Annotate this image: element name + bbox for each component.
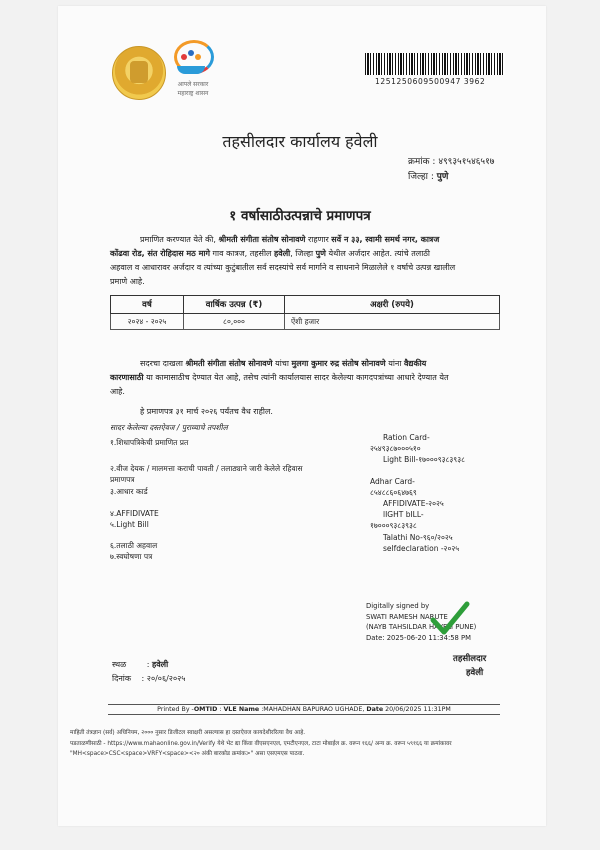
ref-number <box>408 154 494 167</box>
doc-detail: Light Bill-१७०००९३८३९३८ <box>383 455 466 464</box>
legal-note <box>70 728 540 760</box>
doc-detail: ८५४८८६०६४७६९ <box>370 488 417 497</box>
barcode <box>365 53 505 75</box>
print-date-value: 20/06/2025 11:31PM <box>385 706 451 713</box>
ref-number-value: ४९९३५१५४६५१७ <box>438 157 495 167</box>
district: पुणे <box>315 249 326 258</box>
doc-detail: lIGHT bILL- <box>383 510 424 519</box>
issuer-title: तहसीलदार <box>453 654 487 664</box>
ref-district-label: जिल्हा : <box>408 172 434 182</box>
doc-item: १.शिधापत्रिकेची प्रमाणित प्रत <box>110 438 189 447</box>
documents-heading: सादर केलेल्या दस्तऐवज / पुराव्याचे तपशील <box>110 423 228 432</box>
date-label: दिनांक <box>112 674 131 683</box>
printed-by-label: Printed By - <box>157 706 194 713</box>
table-header-row <box>111 296 500 314</box>
intro-text: , जिल्हा <box>290 249 314 258</box>
purpose-reason: कारणासाठी <box>110 373 144 382</box>
ref-number-label: क्रमांक : <box>408 157 436 167</box>
cell-year: २०२४ - २०२५ <box>111 314 184 330</box>
doc-item: प्रमाणपत्र <box>110 475 135 484</box>
doc-detail: १७०००९३८३९३८ <box>370 521 417 530</box>
office-title: तहसीलदार कार्यालय हवेली <box>222 132 378 151</box>
cell-income: ८०,००० <box>184 314 285 330</box>
purpose-line2 <box>110 371 500 385</box>
doc-detail: AFFIDIVATE-२०२५ <box>383 499 444 508</box>
maharashtra-seal-icon <box>112 46 166 100</box>
sig-line3: (NAYB TAHSILDAR HAVELI PUNE) <box>366 623 477 631</box>
barcode-number: 1251250609500947 3962 <box>375 77 486 86</box>
sig-line4: Date: 2025-06-20 11:34:58 PM <box>366 633 472 642</box>
intro-text: राहणार <box>308 235 329 244</box>
col-year: वर्ष <box>111 296 184 314</box>
purpose-word: वैद्यकीय <box>403 359 427 368</box>
doc-item: ५.Light Bill <box>110 520 149 529</box>
logo-text-line2: महाराष्ट्र शासन <box>177 90 209 97</box>
taluka: हवेली <box>274 249 291 258</box>
sig-line1: Digitally signed by <box>366 602 430 610</box>
place-row <box>112 659 168 670</box>
validity-note: हे प्रमाणपत्र ३१ मार्च २०२६ पर्यंतच वैध राहील. <box>140 407 273 416</box>
col-annual-income: वार्षिक उत्पन्न (₹) <box>184 296 285 314</box>
intro-text: गाव कात्रज, तहसील <box>212 249 272 258</box>
beneficiary: मुलगा कुमार रुद्र संतोष सोनावणे <box>291 359 386 368</box>
purpose-text: यांचा <box>275 359 289 368</box>
doc-item: २.वीज देयक / मालमत्ता कराची पावती / तलाठ्याने जारी केलेले रहिवास <box>110 464 303 473</box>
sig-line2: SWATI RAMESH NARUTE <box>366 612 448 621</box>
intro-line2 <box>110 247 500 261</box>
applicant-address-cont: कोंढवा रोड, संत रोहिदास मठ मागे <box>110 249 210 258</box>
purpose-text: या कामासाठीच देण्यात येत आहे, तसेच त्यांनी कार्यालयास सादर केलेल्या कागदपत्रांच्या आधारे देण्यात येत <box>146 373 449 382</box>
doc-detail: Adhar Card- <box>370 477 415 486</box>
purpose-line1 <box>110 357 500 371</box>
vle-value: :MAHADHAN BAPURAO UGHADE, <box>261 706 365 713</box>
intro-line4: प्रमाणे आहे. <box>110 277 145 286</box>
printed-by-sep: : <box>217 706 224 713</box>
table-row <box>111 314 500 330</box>
doc-detail: selfdeclaration -२०२५ <box>383 544 460 553</box>
income-table <box>110 295 500 330</box>
intro-line1 <box>110 233 500 247</box>
doc-item: ७.स्वघोषणा पत्र <box>110 552 153 561</box>
applicant-name: श्रीमती संगीता संतोष सोनावणे <box>185 359 273 368</box>
ref-district-value: पुणे <box>436 172 449 182</box>
applicant-address: सर्वे न ३३, स्वामी समर्थ नगर, कात्रज <box>331 235 440 244</box>
intro-text: येथील अर्जदार आहेत. त्यांचे तलाठी <box>328 249 430 258</box>
intro-line3: अहवाल व आधारावर अर्जदार व त्यांच्या कुटुंबातील सर्व सदस्यांचे सर्व मार्गाने व साधनाने मिळालेले १ वर्षाचे उत्पन्न खालील <box>110 263 456 272</box>
date-row <box>112 673 185 684</box>
doc-detail: २५४९३८७०००५१० <box>370 444 421 453</box>
applicant-name: श्रीमती संगीता संतोष सोनावणे <box>218 235 306 244</box>
col-in-words: अक्षरी (रुपये) <box>285 296 500 314</box>
signature-valid-check-icon <box>430 600 470 638</box>
certificate-title: १ वर्षासाठीउत्पन्नाचे प्रमाणपत्र <box>229 208 371 224</box>
doc-item: ४.AFFIDIVATE <box>110 509 159 518</box>
doc-detail: Ration Card- <box>383 433 430 442</box>
purpose-text: यांना <box>388 359 402 368</box>
ref-district <box>408 169 448 182</box>
place-value: हवेली <box>151 660 169 669</box>
print-date-label: Date <box>366 706 384 713</box>
printed-by-bar <box>108 704 500 715</box>
cell-words: ऐंशी हजार <box>285 314 500 330</box>
doc-detail: Talathi No-९६०/२०२५ <box>383 533 453 542</box>
date-value: २०/०६/२०२५ <box>146 674 186 683</box>
logo-text-line1: आपले सरकार <box>177 81 209 88</box>
vle-label: VLE Name <box>223 706 260 713</box>
place-label: स्थळ <box>112 660 127 669</box>
intro-text: प्रमाणित करण्यात येते की, <box>140 235 216 244</box>
omtid-label: OMTID <box>193 706 218 713</box>
issuer-place: हवेली <box>466 668 484 678</box>
legal-line3: "MH<space>CSC<space>VRFY<space><२० अंकी बारकोड क्रमांक>" असा एसएमएस पाठवा. <box>70 751 305 757</box>
legal-line1: माहिती तंत्रज्ञान (सर्व) अधिनियम, २००० नुसार डिजीटल स्वाक्षरी असल्यास हा दस्तऐवज कायदेशीररित्या वैध आहे. <box>70 730 306 736</box>
purpose-line3: आहे. <box>110 387 125 396</box>
date-sep: : <box>141 674 145 683</box>
purpose-text: सदरचा दाखला <box>140 359 183 368</box>
doc-item: ३.आधार कार्ड <box>110 487 148 496</box>
place-sep: : <box>146 660 150 669</box>
legal-line2: पडताळणीसाठी - https://www.mahaonline.gov.in/Verify येथे भेट द्या किंवा वीएसएनएल, एमटीएनएल, टाटा मोबाईल क्र. वरून १६६/ अन्य क्र. वरून ५९१६६ या क्रमांकावर <box>70 740 452 747</box>
doc-item: ६.तलाठी अहवाल <box>110 541 158 550</box>
